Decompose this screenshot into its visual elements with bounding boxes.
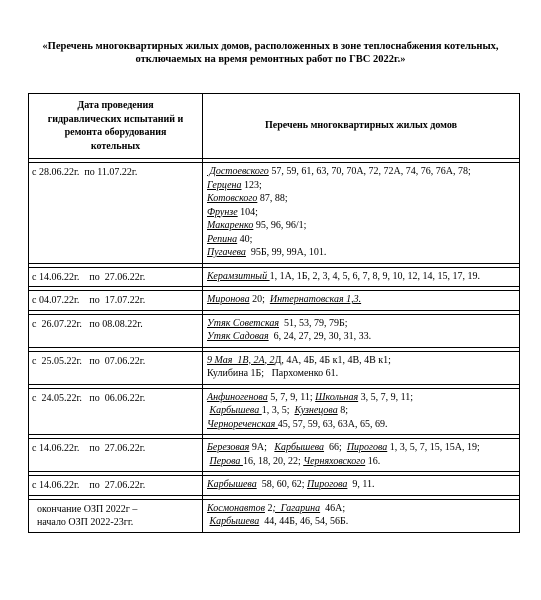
buildings-cell <box>203 163 520 264</box>
table-row <box>29 499 520 532</box>
street-name: Керамзитный <box>207 270 270 282</box>
street-name: Пирогова <box>306 479 348 490</box>
building-line <box>207 502 519 516</box>
buildings-cell <box>203 499 520 532</box>
table-header-row <box>29 94 520 159</box>
house-numbers: 46А; <box>320 502 346 514</box>
building-line <box>207 219 519 233</box>
buildings-cell <box>203 388 520 435</box>
house-numbers: 20; <box>249 294 270 305</box>
street-name: Утяк Садовая <box>207 331 269 342</box>
buildings-cell <box>203 314 520 347</box>
buildings-cell <box>203 439 520 472</box>
house-numbers: 1, 3, 5; <box>261 405 295 416</box>
house-numbers: 45, 57, 59, 63, 63А, 65, 69. <box>277 418 388 430</box>
street-name: Кузнецова <box>294 405 338 416</box>
house-numbers: 8; <box>337 405 348 416</box>
street-name: Миронова <box>207 294 250 305</box>
header-date-line: котельных <box>90 140 141 152</box>
house-numbers: 1, 1А, 1Б, 2, 3, 4, 5, 6, 7, 8, 9, 10, 12, 14, 15, 17, 19. <box>269 270 481 282</box>
period-cell: с 14.06.22г. по 27.06.22г. <box>29 267 203 287</box>
street-name: Интернатовская 1,3. <box>269 294 362 305</box>
building-line <box>207 418 519 432</box>
header-date-line: ремонта оборудования <box>64 127 167 138</box>
house-numbers: 9, 11. <box>347 479 375 490</box>
table-body <box>29 159 520 533</box>
building-line <box>207 317 519 331</box>
table-row <box>29 476 520 496</box>
table-row <box>29 163 520 264</box>
house-numbers: 58, 60, 62; <box>256 479 307 490</box>
house-numbers: 16, 18, 20, 22; <box>242 455 304 467</box>
building-line <box>207 246 519 260</box>
house-numbers: 2 <box>264 502 273 514</box>
house-numbers: Кулибина 1Б; Пархоменко 61. <box>207 368 339 379</box>
building-line <box>207 441 519 455</box>
street-name: Анфиногенова <box>207 391 268 403</box>
period-cell: с 24.05.22г. по 06.06.22г. <box>29 388 203 435</box>
house-numbers: 5, 7, 9, 11; <box>267 391 316 403</box>
house-numbers: 95, 96, 96/1; <box>253 220 307 231</box>
table-row <box>29 439 520 472</box>
period-cell: с 26.07.22г. по 08.08.22г. <box>29 314 203 347</box>
house-numbers: 16. <box>365 455 381 467</box>
building-line <box>207 270 519 284</box>
house-numbers: 44, 44Б, 46, 54, 56Б. <box>259 516 349 527</box>
street-name: Репина <box>207 233 238 245</box>
building-line <box>207 293 519 307</box>
building-line <box>207 367 519 381</box>
house-numbers: 57, 59, 61, 63, 70, 70А, 72, 72А, 74, 76, 76А, 78; <box>268 166 471 177</box>
street-name: Черняховского <box>303 455 366 467</box>
building-line <box>207 354 519 368</box>
header-date-line: Дата проведения <box>77 100 154 111</box>
building-line <box>207 478 519 492</box>
house-numbers: 3, 5, 7, 9, 11; <box>358 391 414 403</box>
buildings-table <box>28 93 520 533</box>
period-cell: с 25.05.22г. по 07.06.22г. <box>29 351 203 384</box>
street-name: Макаренко <box>207 220 254 231</box>
buildings-cell <box>203 291 520 311</box>
house-numbers: 6, 24, 27, 29, 30, 31, 33. <box>268 331 372 342</box>
house-numbers: 95Б, 99, 99А, 101. <box>245 247 327 258</box>
table-row <box>29 291 520 311</box>
period-cell: с 14.06.22г. по 27.06.22г. <box>29 439 203 472</box>
building-line <box>207 330 519 344</box>
street-name: Герцена <box>207 179 242 191</box>
buildings-cell <box>203 476 520 496</box>
street-name: Пугачева <box>207 247 246 258</box>
table-row <box>29 388 520 435</box>
street-name: Перова <box>209 455 243 467</box>
street-name: Школьная <box>315 391 359 403</box>
building-line <box>207 391 519 405</box>
header-buildings-column: Перечень многоквартирных жилых домов <box>203 94 520 159</box>
street-name: Карбышева <box>209 516 260 527</box>
house-numbers: 9А; <box>249 442 275 453</box>
street-name: Карбышева <box>207 479 257 490</box>
house-numbers: 66; <box>324 442 347 453</box>
street-name: Утяк Советская <box>207 317 280 329</box>
document-title <box>20 40 521 66</box>
table-row <box>29 351 520 384</box>
building-line <box>207 165 519 179</box>
house-numbers: 51, 53, 79, 79Б; <box>279 317 348 329</box>
title-line-2: отключаемых на время ремонтных работ по ГВС 2022г.» <box>135 54 406 65</box>
street-name: ; Гагарина <box>272 502 321 514</box>
street-name: Чернореченская <box>207 418 278 430</box>
street-name: Котовского <box>207 193 258 204</box>
house-numbers: 40; <box>237 233 253 245</box>
building-line <box>207 206 519 220</box>
street-name: Фрунзе <box>207 206 238 218</box>
house-numbers: 123; <box>241 179 262 191</box>
buildings-cell <box>203 351 520 384</box>
street-name: Достоевского <box>207 166 269 177</box>
building-line <box>207 192 519 206</box>
header-date-line: гидравлических испытаний и <box>47 113 184 125</box>
header-date-column <box>29 94 203 159</box>
period-cell: с 04.07.22г. по 17.07.22г. <box>29 291 203 311</box>
building-line <box>207 233 519 247</box>
building-line <box>207 404 519 418</box>
house-numbers: 104; <box>237 206 258 218</box>
period-cell: с 14.06.22г. по 27.06.22г. <box>29 476 203 496</box>
table-row <box>29 267 520 287</box>
buildings-cell <box>203 267 520 287</box>
table-row <box>29 314 520 347</box>
street-name: Березовая <box>207 442 250 453</box>
street-name: Карбышева <box>274 442 325 453</box>
building-line <box>207 179 519 193</box>
period-cell: с 28.06.22г. по 11.07.22г. <box>29 163 203 264</box>
house-numbers: 1, 3, 5, 7, 15, 15А, 19; <box>387 442 480 453</box>
building-line <box>207 455 519 469</box>
street-name: Пирогова <box>346 442 388 453</box>
period-cell: окончание ОЗП 2022г – начало ОЗП 2022-23гг. <box>29 499 203 532</box>
title-line-1: «Перечень многоквартирных жилых домов, расположенных в зоне теплоснабжения котельных, <box>42 41 499 52</box>
house-numbers: Д, 4А, 4Б, 4Б к1, 4В, 4В к1; <box>274 354 391 366</box>
street-name: Космонавтов <box>207 502 265 514</box>
house-numbers: 87, 88; <box>257 193 288 204</box>
street-name: Карбышева <box>209 405 262 416</box>
street-name: 9 Мая 1В, 2А, 2 <box>207 354 275 366</box>
building-line <box>207 515 519 529</box>
